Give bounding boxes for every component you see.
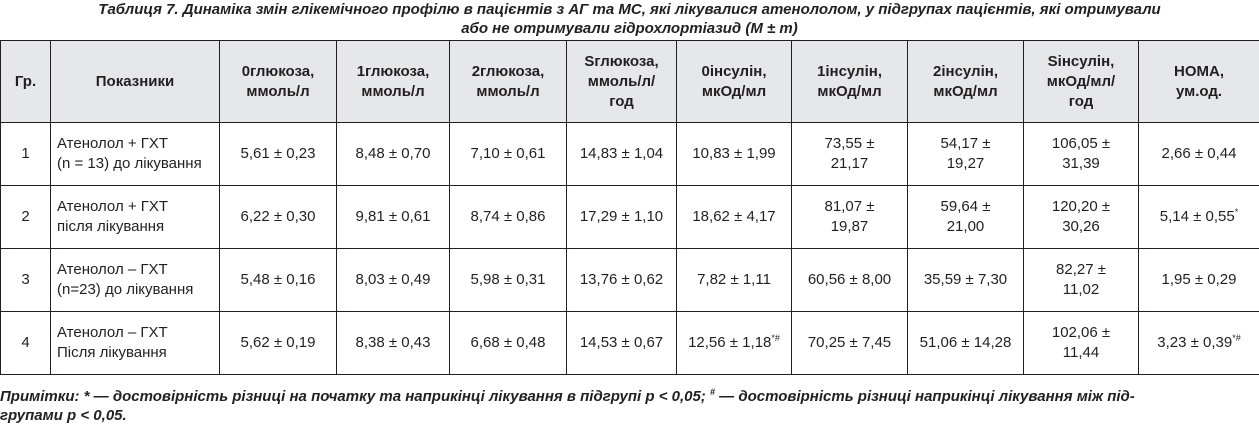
cell-insulin-1: 73,55 ± 21,17 [792,123,908,186]
significance-mark: *# [771,333,780,343]
cell-glucose-1: 9,81 ± 0,61 [337,186,450,249]
header-homa: HOMA, ум.од. [1139,41,1259,123]
header-indicators: Показники [51,41,220,123]
cell-indicator: Атенолол + ГХТ після лікування [51,186,220,249]
caption-line-1: Таблиця 7. Динаміка змін глікемічного профілю в пацієнтів з АГ та МС, які лікувалися атенололом, у підгрупах пацієнтів, які отримували [98,1,1161,18]
header-group: Гр. [1,41,51,123]
cell-insulin-sum: 82,27 ± 11,02 [1024,249,1139,312]
cell-insulin-0: 7,82 ± 1,11 [677,249,792,312]
cell-insulin-0: 18,62 ± 4,17 [677,186,792,249]
cell-glucose-2: 7,10 ± 0,61 [450,123,567,186]
header-glucose-2: 2глюкоза, ммоль/л [450,41,567,123]
cell-glucose-2: 5,98 ± 0,31 [450,249,567,312]
table-row [1,249,1259,312]
header-insulin-0: 0інсулін, мкОд/мл [677,41,792,123]
cell-glucose-1: 8,48 ± 0,70 [337,123,450,186]
cell-group: 2 [1,186,51,249]
cell-insulin-sum: 106,05 ± 31,39 [1024,123,1139,186]
hash-mark: # [709,387,715,397]
cell-glucose-sum: 14,83 ± 1,04 [567,123,677,186]
header-insulin-1: 1інсулін, мкОд/мл [792,41,908,123]
cell-glucose-2: 8,74 ± 0,86 [450,186,567,249]
cell-group: 1 [1,123,51,186]
cell-homa: 1,95 ± 0,29 [1139,249,1259,312]
table-notes [0,387,1255,425]
cell-homa: 3,23 ± 0,39*# [1139,312,1259,375]
cell-insulin-2: 35,59 ± 7,30 [908,249,1024,312]
table-caption [0,0,1259,38]
cell-glucose-0: 5,62 ± 0,19 [220,312,337,375]
cell-glucose-0: 5,48 ± 0,16 [220,249,337,312]
cell-insulin-2: 59,64 ± 21,00 [908,186,1024,249]
cell-insulin-1: 81,07 ± 19,87 [792,186,908,249]
cell-insulin-1: 70,25 ± 7,45 [792,312,908,375]
cell-indicator: Атенолол + ГХТ (n = 13) до лікування [51,123,220,186]
notes-line-2: групами р < 0,05. [0,407,127,424]
significance-mark: *# [1232,333,1241,343]
caption-line-2: або не отримували гідрохлортіазид (М ± m) [461,20,798,37]
cell-glucose-0: 5,61 ± 0,23 [220,123,337,186]
cell-group: 3 [1,249,51,312]
cell-glucose-1: 8,38 ± 0,43 [337,312,450,375]
table-row [1,186,1259,249]
cell-insulin-1: 60,56 ± 8,00 [792,249,908,312]
header-glucose-0: 0глюкоза, ммоль/л [220,41,337,123]
cell-insulin-sum: 120,20 ± 30,26 [1024,186,1139,249]
table-row [1,123,1259,186]
cell-indicator: Атенолол – ГХТ (n=23) до лікування [51,249,220,312]
header-insulin-2: 2інсулін, мкОд/мл [908,41,1024,123]
cell-insulin-2: 51,06 ± 14,28 [908,312,1024,375]
cell-glucose-sum: 14,53 ± 0,67 [567,312,677,375]
cell-insulin-0: 12,56 ± 1,18*# [677,312,792,375]
notes-part-1: Примітки: * — достовірність різниці на початку та наприкінці лікування в підгрупі р < 0,05; [0,388,710,405]
cell-glucose-sum: 13,76 ± 0,62 [567,249,677,312]
glycemic-profile-table [0,40,1259,375]
cell-glucose-1: 8,03 ± 0,49 [337,249,450,312]
significance-mark: * [1234,207,1239,217]
cell-homa: 2,66 ± 0,44 [1139,123,1259,186]
notes-part-2: — достовірність різниці наприкінці лікування між під- [715,388,1135,405]
cell-glucose-2: 6,68 ± 0,48 [450,312,567,375]
cell-indicator: Атенолол – ГХТ Після лікування [51,312,220,375]
cell-insulin-0: 10,83 ± 1,99 [677,123,792,186]
cell-group: 4 [1,312,51,375]
table-row [1,312,1259,375]
header-insulin-sum: Sінсулін, мкОд/мл/ год [1024,41,1139,123]
header-glucose-1: 1глюкоза, ммоль/л [337,41,450,123]
cell-glucose-sum: 17,29 ± 1,10 [567,186,677,249]
header-row [1,41,1259,123]
cell-insulin-sum: 102,06 ± 11,44 [1024,312,1139,375]
header-glucose-sum: Sглюкоза, ммоль/л/ год [567,41,677,123]
cell-glucose-0: 6,22 ± 0,30 [220,186,337,249]
cell-homa: 5,14 ± 0,55* [1139,186,1259,249]
cell-insulin-2: 54,17 ± 19,27 [908,123,1024,186]
